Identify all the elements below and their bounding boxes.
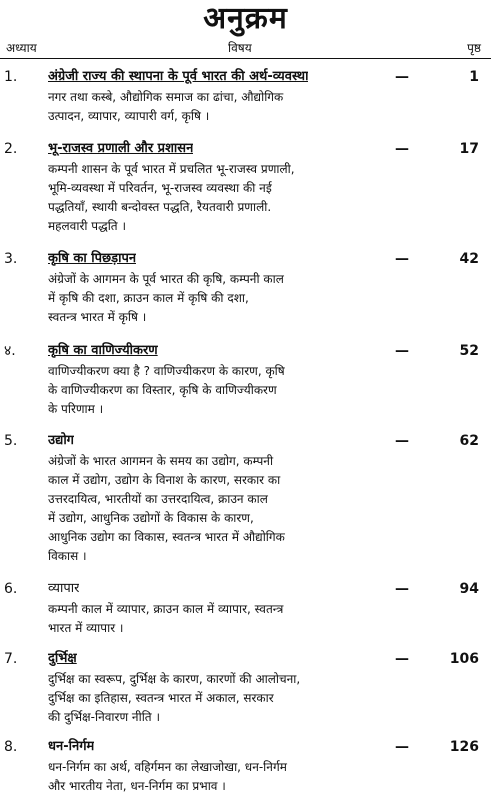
page-number[interactable]: 94 bbox=[459, 581, 479, 597]
topic-line: के वाणिज्यीकरण का विस्तार, कृषि के वाणिज्यीकरण bbox=[48, 383, 277, 397]
topic-line: दुर्भिक्ष का स्वरूप, दुर्भिक्ष के कारण, कारणों की आलोचना, bbox=[48, 672, 301, 686]
chapter-title[interactable]: धन-निर्गम bbox=[48, 739, 95, 754]
dash-separator: — bbox=[395, 433, 409, 449]
topic-line: धन-निर्गम का अर्थ, वहिर्गमन का लेखाजोखा, धन-निर्गम bbox=[48, 760, 287, 774]
topic-line: पद्धतियाँ, स्थायी बन्दोवस्त पद्धति, रैयतवारी प्रणाली. bbox=[48, 200, 272, 214]
chapter-topics bbox=[48, 670, 440, 727]
topic-line: भूमि-व्यवस्था में परिवर्तन, भू-राजस्व व्यवस्था की नई bbox=[48, 181, 272, 195]
topic-line: अंग्रेजों के आगमन के पूर्व भारत की कृषि, कम्पनी काल bbox=[48, 272, 284, 286]
page-title: अनुक्रम bbox=[203, 1, 288, 36]
chapter-number: 3. bbox=[4, 251, 18, 267]
chapter-number: 8. bbox=[4, 739, 18, 755]
dash-separator: — bbox=[395, 141, 409, 157]
topic-line: और भारतीय नेता, धन-निर्गम का प्रभाव । bbox=[48, 779, 226, 793]
page-number[interactable]: 42 bbox=[459, 251, 479, 267]
topic-line: उत्तरदायित्व, भारतीयों का उत्तरदायित्व, क्राउन काल bbox=[48, 492, 268, 506]
dash-separator: — bbox=[395, 343, 409, 359]
dash-separator: — bbox=[395, 581, 409, 597]
chapter-column-header: अध्याय bbox=[6, 41, 37, 55]
chapter-topics bbox=[48, 88, 440, 126]
subject-column-header: विषय bbox=[228, 41, 252, 55]
page-number[interactable]: 1 bbox=[469, 69, 479, 85]
chapter-number: 7. bbox=[4, 651, 18, 667]
dash-separator: — bbox=[395, 651, 409, 667]
topic-line: काल में उद्योग, उद्योग के विनाश के कारण, सरकार का bbox=[48, 473, 281, 487]
chapter-topics bbox=[48, 758, 440, 796]
topic-line: भारत में व्यापार । bbox=[48, 621, 124, 635]
topic-line: स्वतन्त्र भारत में कृषि । bbox=[48, 310, 147, 324]
topic-line: नगर तथा कस्बे, औद्योगिक समाज का ढांचा, औद्योगिक bbox=[48, 90, 284, 104]
page-number[interactable]: 106 bbox=[449, 651, 479, 667]
chapter-number: 1. bbox=[4, 69, 18, 85]
chapter-title[interactable]: अंग्रेजी राज्य की स्थापना के पूर्व भारत की अर्थ-व्यवस्था bbox=[48, 69, 309, 84]
chapter-title[interactable]: दुर्भिक्ष bbox=[48, 651, 77, 666]
topic-line: में उद्योग, आधुनिक उद्योगों के विकास के कारण, bbox=[48, 511, 254, 525]
dash-separator: — bbox=[395, 251, 409, 267]
chapter-number: 2. bbox=[4, 141, 18, 157]
chapter-title[interactable]: भू-राजस्व प्रणाली और प्रशासन bbox=[48, 141, 194, 156]
chapter-topics bbox=[48, 600, 440, 638]
dash-separator: — bbox=[395, 739, 409, 755]
page-column-header: पृष्ठ bbox=[467, 41, 481, 55]
topic-line: में कृषि की दशा, क्राउन काल में कृषि की दशा, bbox=[48, 291, 249, 305]
chapter-title[interactable]: व्यापार bbox=[48, 581, 80, 596]
topic-line: अंग्रेजों के भारत आगमन के समय का उद्योग, कम्पनी bbox=[48, 454, 274, 468]
header-divider bbox=[0, 58, 491, 59]
chapter-topics bbox=[48, 452, 440, 566]
chapter-topics bbox=[48, 362, 440, 419]
topic-line: वाणिज्यीकरण क्या है ? वाणिज्यीकरण के कारण, कृषि bbox=[48, 364, 285, 378]
topic-line: आधुनिक उद्योग का विकास, स्वतन्त्र भारत में औद्योगिक bbox=[48, 530, 285, 544]
topic-line: कम्पनी शासन के पूर्व भारत में प्रचलित भू-राजस्व प्रणाली, bbox=[48, 162, 295, 176]
topic-line: उत्पादन, व्यापार, व्यापारी वर्ग, कृषि । bbox=[48, 109, 210, 123]
chapter-title[interactable]: उद्योग bbox=[48, 433, 75, 448]
topic-line: दुर्भिक्ष का इतिहास, स्वतन्त्र भारत में अकाल, सरकार bbox=[48, 691, 274, 705]
topic-line: कम्पनी काल में व्यापार, क्राउन काल में व्यापार, स्वतन्त्र bbox=[48, 602, 284, 616]
page-number[interactable]: 52 bbox=[459, 343, 479, 359]
chapter-number: 6. bbox=[4, 581, 18, 597]
topic-line: के परिणाम । bbox=[48, 402, 104, 416]
chapter-number: 5. bbox=[4, 433, 18, 449]
chapter-title[interactable]: कृषि का पिछड़ापन bbox=[48, 251, 137, 266]
chapter-topics bbox=[48, 270, 440, 327]
chapter-title[interactable]: कृषि का वाणिज्यीकरण bbox=[48, 343, 158, 358]
topic-line: की दुर्भिक्ष-निवारण नीति । bbox=[48, 710, 161, 724]
page-number[interactable]: 17 bbox=[459, 141, 479, 157]
page-number[interactable]: 126 bbox=[449, 739, 479, 755]
chapter-topics bbox=[48, 160, 440, 236]
chapter-number: ४. bbox=[4, 343, 16, 359]
dash-separator: — bbox=[395, 69, 409, 85]
page-number[interactable]: 62 bbox=[459, 433, 479, 449]
topic-line: महलवारी पद्धति । bbox=[48, 219, 127, 233]
topic-line: विकास । bbox=[48, 549, 87, 563]
